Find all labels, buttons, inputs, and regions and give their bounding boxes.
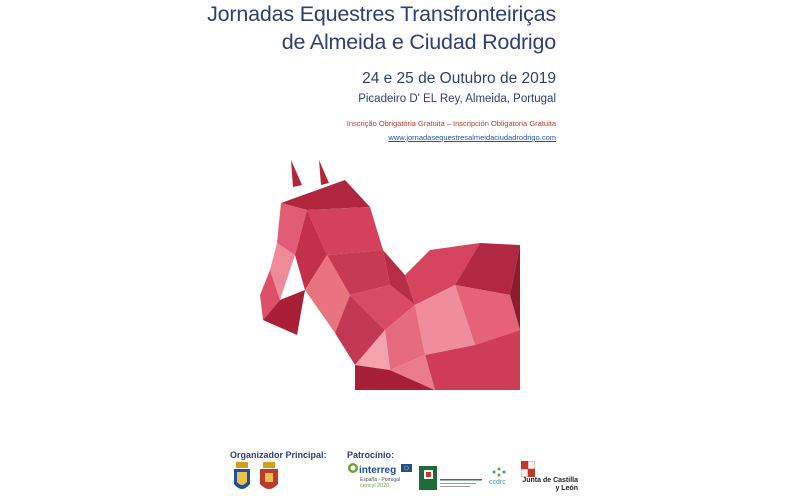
poster-title: [207, 0, 556, 56]
organizer-label: Organizador Principal:: [230, 450, 327, 460]
castilla-leon-crest-icon: [521, 461, 535, 477]
almeida-crest-icon: [232, 462, 252, 494]
event-date: 24 e 25 de Outubro de 2019: [362, 70, 556, 87]
eu-flag-icon: [401, 464, 412, 472]
ccdrc-logo-icon: [489, 466, 509, 478]
interreg-name: interreg: [359, 465, 397, 476]
title-line-2: de Almeida e Ciudad Rodrigo: [281, 30, 556, 54]
website-link[interactable]: www.jornadasequestresalmeidaciudadrodrigo.com: [388, 133, 556, 142]
interreg-program: cencyl 2020: [360, 483, 390, 489]
ciudad-rodrigo-crest-icon: [258, 462, 280, 494]
junta-castilla-leon-name: Junta de Castilla y León: [522, 477, 578, 492]
event-venue: Picadeiro D' EL Rey, Almeida, Portugal: [358, 93, 556, 105]
interreg-logo-icon: [347, 462, 359, 474]
title-line-1: Jornadas Equestres Transfronteiriças: [207, 2, 556, 26]
interreg-subtitle: España - Portugal: [360, 477, 401, 483]
ccdrc-name: ccdrc: [489, 479, 506, 486]
sponsor-label: Patrocínio:: [347, 450, 395, 460]
registration-note: Inscrição Obrigatória Gratuita – Inscripción Obligatoria Gratuita: [346, 119, 556, 128]
regional-office-logo-icon: [418, 465, 484, 491]
horse-illustration: [255, 155, 525, 395]
